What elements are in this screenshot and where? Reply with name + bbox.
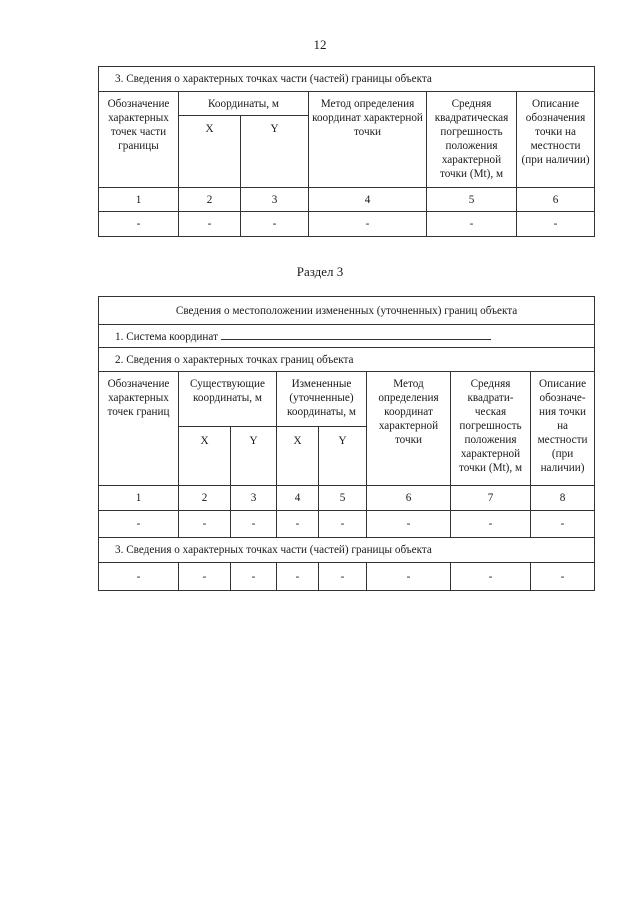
table-cell: - bbox=[179, 563, 231, 591]
table-cell: - bbox=[231, 511, 277, 538]
table-cell: - bbox=[367, 511, 451, 538]
part-boundary-points-table bbox=[98, 66, 595, 237]
column-number: 3 bbox=[241, 188, 309, 212]
header-designation: Обозначение характерных точек границ bbox=[99, 372, 179, 486]
header-method: Метод определения координат характерной точки bbox=[309, 92, 427, 188]
header-description: Описание обозначения точки на местности (при наличии) bbox=[517, 92, 595, 188]
header-y: Y bbox=[241, 116, 309, 188]
header-description: Описание обозначе-ния точки на местности (при наличии) bbox=[531, 372, 595, 486]
table-cell: - bbox=[309, 212, 427, 237]
column-number: 3 bbox=[231, 486, 277, 511]
coord-system-blank-line bbox=[221, 329, 491, 340]
table-cell: - bbox=[99, 511, 179, 538]
table-cell: - bbox=[531, 511, 595, 538]
table-cell: - bbox=[319, 563, 367, 591]
changed-boundaries-table bbox=[98, 296, 595, 591]
table-cell: - bbox=[517, 212, 595, 237]
header-y: Y bbox=[319, 427, 367, 486]
table-cell: - bbox=[367, 563, 451, 591]
column-number: 6 bbox=[367, 486, 451, 511]
table-cell: - bbox=[241, 212, 309, 237]
header-coordinates: Координаты, м bbox=[179, 92, 309, 116]
column-number: 5 bbox=[427, 188, 517, 212]
table2-title: Сведения о местоположении измененных (уточненных) границ объекта bbox=[99, 297, 595, 325]
column-number: 2 bbox=[179, 188, 241, 212]
column-number: 5 bbox=[319, 486, 367, 511]
table-cell: - bbox=[451, 511, 531, 538]
table-cell: - bbox=[179, 511, 231, 538]
header-y: Y bbox=[231, 427, 277, 486]
table-cell: - bbox=[451, 563, 531, 591]
table-cell: - bbox=[277, 563, 319, 591]
page-number: 12 bbox=[313, 37, 327, 52]
table2-subtitle-3: 3. Сведения о характерных точках части (частей) границы объекта bbox=[99, 538, 595, 563]
column-number: 4 bbox=[277, 486, 319, 511]
column-number: 4 bbox=[309, 188, 427, 212]
table-cell: - bbox=[319, 511, 367, 538]
column-number: 6 bbox=[517, 188, 595, 212]
column-number: 7 bbox=[451, 486, 531, 511]
table-cell: - bbox=[231, 563, 277, 591]
table-cell: - bbox=[179, 212, 241, 237]
header-x: X bbox=[277, 427, 319, 486]
header-error: Средняя квадрати-ческая погрешность положения характерной точки (Mt), м bbox=[451, 372, 531, 486]
table-cell: - bbox=[277, 511, 319, 538]
header-x: X bbox=[179, 427, 231, 486]
table2-subtitle-2: 2. Сведения о характерных точках границ объекта bbox=[99, 348, 595, 372]
column-number: 1 bbox=[99, 486, 179, 511]
section-title: Раздел 3 bbox=[296, 264, 344, 279]
header-error: Средняя квадратическая погрешность положения характерной точки (Mt), м bbox=[427, 92, 517, 188]
column-number: 1 bbox=[99, 188, 179, 212]
header-method: Метод определения координат характерной точки bbox=[367, 372, 451, 486]
header-designation: Обозначение характерных точек части границы bbox=[99, 92, 179, 188]
table-cell: - bbox=[531, 563, 595, 591]
table1-title: 3. Сведения о характерных точках части (частей) границы объекта bbox=[99, 67, 595, 92]
table-cell: - bbox=[99, 212, 179, 237]
table-cell: - bbox=[427, 212, 517, 237]
header-existing-coordinates: Существующие координаты, м bbox=[179, 372, 277, 427]
header-x: X bbox=[179, 116, 241, 188]
header-changed-coordinates: Измененные (уточненные) координаты, м bbox=[277, 372, 367, 427]
column-number: 2 bbox=[179, 486, 231, 511]
coord-system-label: 1. Система координат bbox=[115, 330, 218, 343]
table-cell: - bbox=[99, 563, 179, 591]
column-number: 8 bbox=[531, 486, 595, 511]
coord-system-row bbox=[99, 325, 595, 348]
